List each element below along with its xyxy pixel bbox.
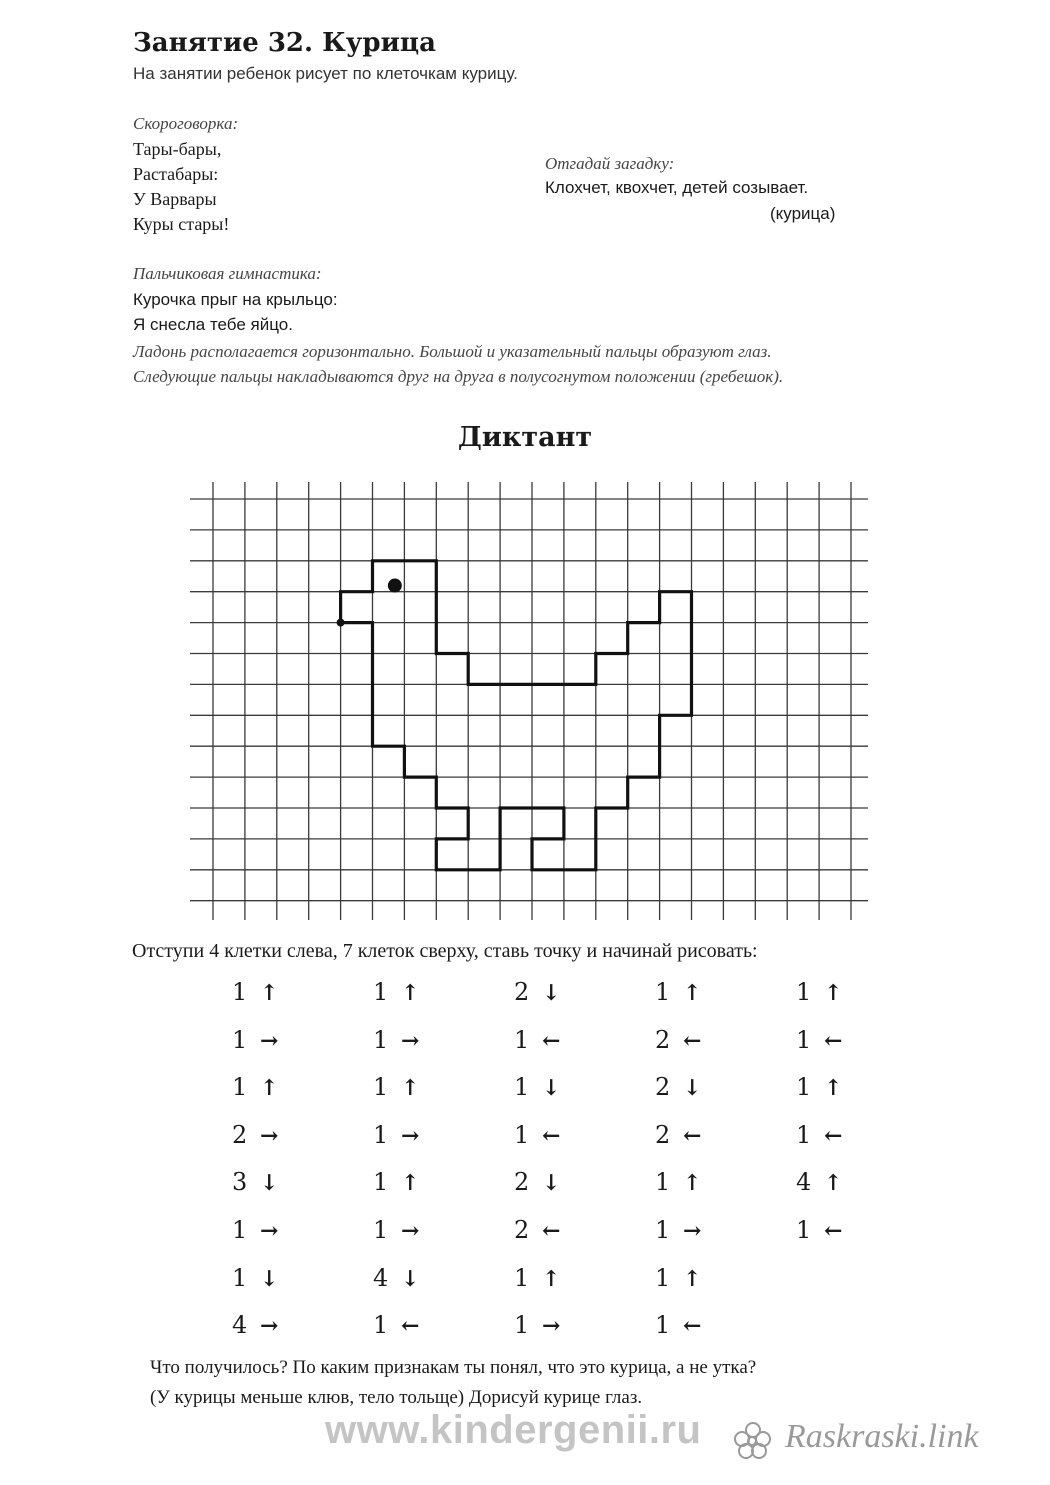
step-count: 2 [655,1025,671,1054]
step-count: 1 [373,1168,389,1197]
arrow-up-icon: ↑ [542,1265,561,1292]
arrow-up-icon: ↑ [683,1265,702,1292]
riddle-text: Клохчет, квохчет, детей созывает. [545,178,809,197]
verse-line: Тары-бары, [133,139,222,159]
step-count: 1 [514,1073,530,1102]
arrow-left-icon: ← [824,1122,843,1149]
dictation-step [232,1026,278,1054]
arrow-down-icon: ↓ [401,1265,420,1292]
lesson-title: Занятие 32. Курица [133,28,436,58]
step-count: 1 [514,1025,530,1054]
arrow-left-icon: ← [401,1313,420,1340]
step-count: 1 [655,1168,671,1197]
start-point-dot [337,619,345,627]
verse-line: Куры стары! [133,214,230,234]
dictation-step [232,978,278,1006]
arrow-right-icon: → [260,1218,279,1244]
arrow-left-icon: ← [824,1218,843,1244]
dictation-step [232,1216,278,1244]
step-count: 4 [796,1168,812,1197]
arrow-up-icon: ↑ [683,980,702,1006]
dictation-step [232,1264,278,1292]
arrow-down-icon: ↓ [542,1075,561,1102]
arrow-up-icon: ↑ [401,980,420,1006]
finger-gym-label: Пальчиковая гимнастика: [133,264,322,283]
step-count: 1 [514,1120,530,1149]
dictation-step [655,1121,701,1149]
instruction-line: Ладонь располагается горизонтально. Большой и указательный пальцы образуют глаз. [133,342,772,361]
question-line: Что получилось? По каким признакам ты понял, что это курица, а не утка? [150,1357,757,1378]
dictation-step [373,1121,419,1149]
dictation-step [373,978,419,1006]
dictation-step [232,1311,278,1339]
arrow-up-icon: ↑ [401,1170,420,1197]
dictation-step [514,1073,560,1101]
step-count: 1 [232,1216,248,1244]
dictation-step [514,1311,560,1339]
step-count: 1 [655,1311,671,1340]
dictation-step [796,1216,842,1244]
dictation-step [655,1264,701,1292]
arrow-right-icon: → [401,1122,420,1149]
step-count: 1 [373,1216,389,1244]
dictation-step [655,978,701,1006]
step-count: 1 [514,1311,530,1340]
question-line: (У курицы меньше клюв, тело тольще) Дорисуй курице глаз. [150,1387,643,1408]
dictation-step [655,1026,701,1054]
arrow-down-icon: ↓ [260,1265,279,1292]
dictation-instruction: Отступи 4 клетки слева, 7 клеток сверху, ставь точку и начинай рисовать: [132,940,758,962]
step-count: 2 [232,1120,248,1149]
dictation-step [655,1168,701,1196]
question-text [150,1353,756,1413]
watermark-brand: Raskraski.link [785,1418,979,1455]
step-count: 2 [514,1168,530,1197]
arrow-up-icon: ↑ [401,1075,420,1102]
dictation-step [796,1026,842,1054]
dictation-step [655,1073,701,1101]
step-count: 2 [514,978,530,1006]
verse-line: У Варвары [133,189,217,209]
arrow-left-icon: ← [683,1027,702,1054]
arrow-up-icon: ↑ [683,1170,702,1197]
arrow-left-icon: ← [683,1122,702,1149]
step-count: 1 [373,1025,389,1054]
dictation-step [373,1073,419,1101]
arrow-down-icon: ↓ [260,1170,279,1197]
step-count: 1 [796,1216,812,1244]
dictation-step [232,1121,278,1149]
arrow-left-icon: ← [683,1313,702,1340]
step-count: 2 [655,1120,671,1149]
verse-line: Растабары: [133,164,219,184]
step-count: 1 [796,1025,812,1054]
arrow-up-icon: ↑ [824,980,843,1006]
arrow-right-icon: → [260,1313,279,1340]
dictation-step [655,1311,701,1339]
flower-icon [730,1418,776,1464]
step-count: 1 [232,1025,248,1054]
dictation-step [232,1168,278,1196]
dictation-step [373,1311,419,1339]
dictation-step [655,1216,701,1244]
dictation-title: Диктант [457,422,593,453]
arrow-right-icon: → [401,1218,420,1244]
verse-line: Курочка прыг на крыльцо: [133,290,338,309]
arrow-up-icon: ↑ [824,1075,843,1102]
instruction-line: Следующие пальцы накладываются друг на друга в полусогнутом положении (гребешок). [133,367,784,386]
arrow-down-icon: ↓ [542,980,561,1006]
dictation-step [514,1264,560,1292]
dictation-step [796,978,842,1006]
step-count: 3 [232,1168,248,1197]
dictation-step [796,1121,842,1149]
step-count: 4 [373,1263,389,1292]
tongue-twister-label: Скороговорка: [133,114,239,133]
dictation-step [514,1026,560,1054]
step-count: 1 [373,1073,389,1102]
arrow-left-icon: ← [542,1122,561,1149]
dictation-step [373,1216,419,1244]
arrow-down-icon: ↓ [683,1075,702,1102]
verse-line: Я снесла тебе яйцо. [133,315,293,334]
arrow-left-icon: ← [542,1218,561,1244]
arrow-right-icon: → [542,1313,561,1340]
step-count: 2 [514,1216,530,1244]
arrow-up-icon: ↑ [260,980,279,1006]
step-count: 1 [796,1073,812,1102]
dictation-step [796,1168,842,1196]
step-count: 1 [796,978,812,1006]
step-count: 1 [655,1263,671,1292]
arrow-right-icon: → [260,1027,279,1054]
step-count: 2 [655,1073,671,1102]
dictation-step [514,1168,560,1196]
lesson-description: На занятии ребенок рисует по клеточкам курицу. [133,64,518,83]
dictation-step [514,1216,560,1244]
dictation-step [232,1073,278,1101]
step-count: 1 [232,978,248,1006]
step-count: 1 [655,978,671,1006]
riddle-label: Отгадай загадку: [545,154,675,173]
step-count: 4 [232,1311,248,1340]
dictation-step [796,1073,842,1101]
watermark-site: www.kindergenii.ru [325,1408,702,1452]
arrow-down-icon: ↓ [542,1170,561,1197]
grid-lines [190,482,868,920]
dictation-step [373,1168,419,1196]
step-count: 1 [514,1263,530,1292]
chicken-eye [388,579,402,593]
step-count: 1 [373,1120,389,1149]
dictation-step [514,978,560,1006]
arrow-left-icon: ← [824,1027,843,1054]
dictation-step [373,1026,419,1054]
step-count: 1 [796,1120,812,1149]
arrow-right-icon: → [683,1218,702,1244]
step-count: 1 [655,1216,671,1244]
arrow-up-icon: ↑ [260,1075,279,1102]
arrow-left-icon: ← [542,1027,561,1054]
step-count: 1 [232,1073,248,1102]
step-count: 1 [373,1311,389,1340]
dictation-step [373,1264,419,1292]
step-count: 1 [232,1263,248,1292]
arrow-up-icon: ↑ [824,1170,843,1197]
arrow-right-icon: → [401,1027,420,1054]
arrow-right-icon: → [260,1122,279,1149]
riddle-answer: (курица) [770,204,836,223]
dictation-step [514,1121,560,1149]
step-count: 1 [373,978,389,1006]
